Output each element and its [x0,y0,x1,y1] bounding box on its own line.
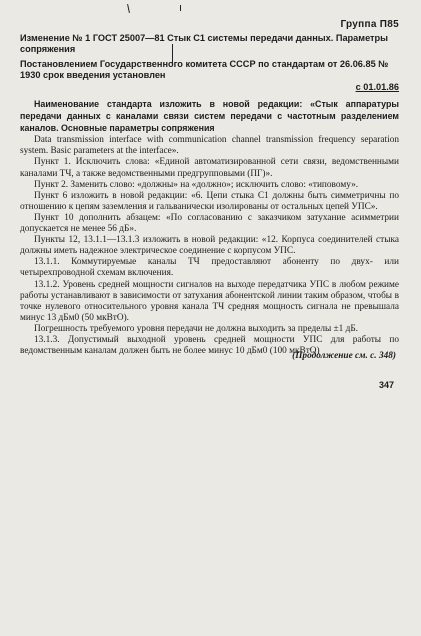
group-label: Группа П85 [340,19,399,30]
paragraph: Пункт 10 дополнить абзацем: «По согласованию с заказчиком затухание асимметрии допускается не менее 56 дБ». [20,212,399,235]
document-body [20,99,399,357]
scan-mark [180,5,181,11]
scan-mark [127,4,130,13]
decree-heading: Постановлением Государственного комитета СССР по стандартам от 26.06.85 № 1930 срок введения установлен [20,59,389,80]
paragraph: Пункт 2. Заменить слово: «должны» на «должно»; исключить слово: «типовому». [34,179,359,190]
paragraph: Пункт 6 изложить в новой редакции: «6. Цепи стыка С1 должны быть симметричны по отношению к цепям заземления и гальванически изолированы от остальных цепей УПС». [20,190,399,212]
paragraph: 13.1.3. Допустимый выходной уровень средней мощности УПС для работы по ведомственным каналам должен быть не более минус 10 дБм0 (100 мкВтО) [20,334,399,357]
page-number: 347 [378,380,394,390]
paragraph: Data transmission interface with communication channel transmission frequency separation system. Basic parameters at the interface». [20,135,399,157]
continuation-note: (Продолжение см. с. 348) [292,351,396,361]
paragraph: 13.1.1. Коммутируемые каналы ТЧ предоставляют абоненту по двух- или четырехпроводной схемам включения. [20,257,399,279]
paragraph: Пункт 1. Исключить слова: «Единой автоматизированной сети связи, ведомственными каналами ТЧ, а также ведомственными предгрупповыми (ПГ)». [20,157,399,179]
paragraph: Пункты 12, 13.1.1—13.1.3 изложить в новой редакции: «12. Корпуса соединителей стыка должны иметь надежное электрическое соединение с корпусом УПС. [20,235,399,257]
paragraph: Наименование стандарта изложить в новой редакции: «Стык аппаратуры передачи данных с каналами связи систем передачи с частотным разделением каналов. Основные параметры сопряжения [20,99,399,134]
effective-date: с 01.01.86 [355,82,399,92]
paragraph: Погрешность требуемого уровня передачи не должна выходить за пределы ±1 дБ. [34,323,359,334]
paragraph: 13.1.2. Уровень средней мощности сигналов на выходе передатчика УПС в любом режиме работы устанавливают в зависимости от затухания абонентской линии таким образом, чтобы в точке нулевого относительного уровня канала ТЧ средняя мощность сигнала не превышала минус 13 дБм0 (50 мкВтО). [20,279,399,323]
change-heading: Изменение № 1 ГОСТ 25007—81 Стык С1 системы передачи данных. Параметры сопряжения [20,33,389,54]
